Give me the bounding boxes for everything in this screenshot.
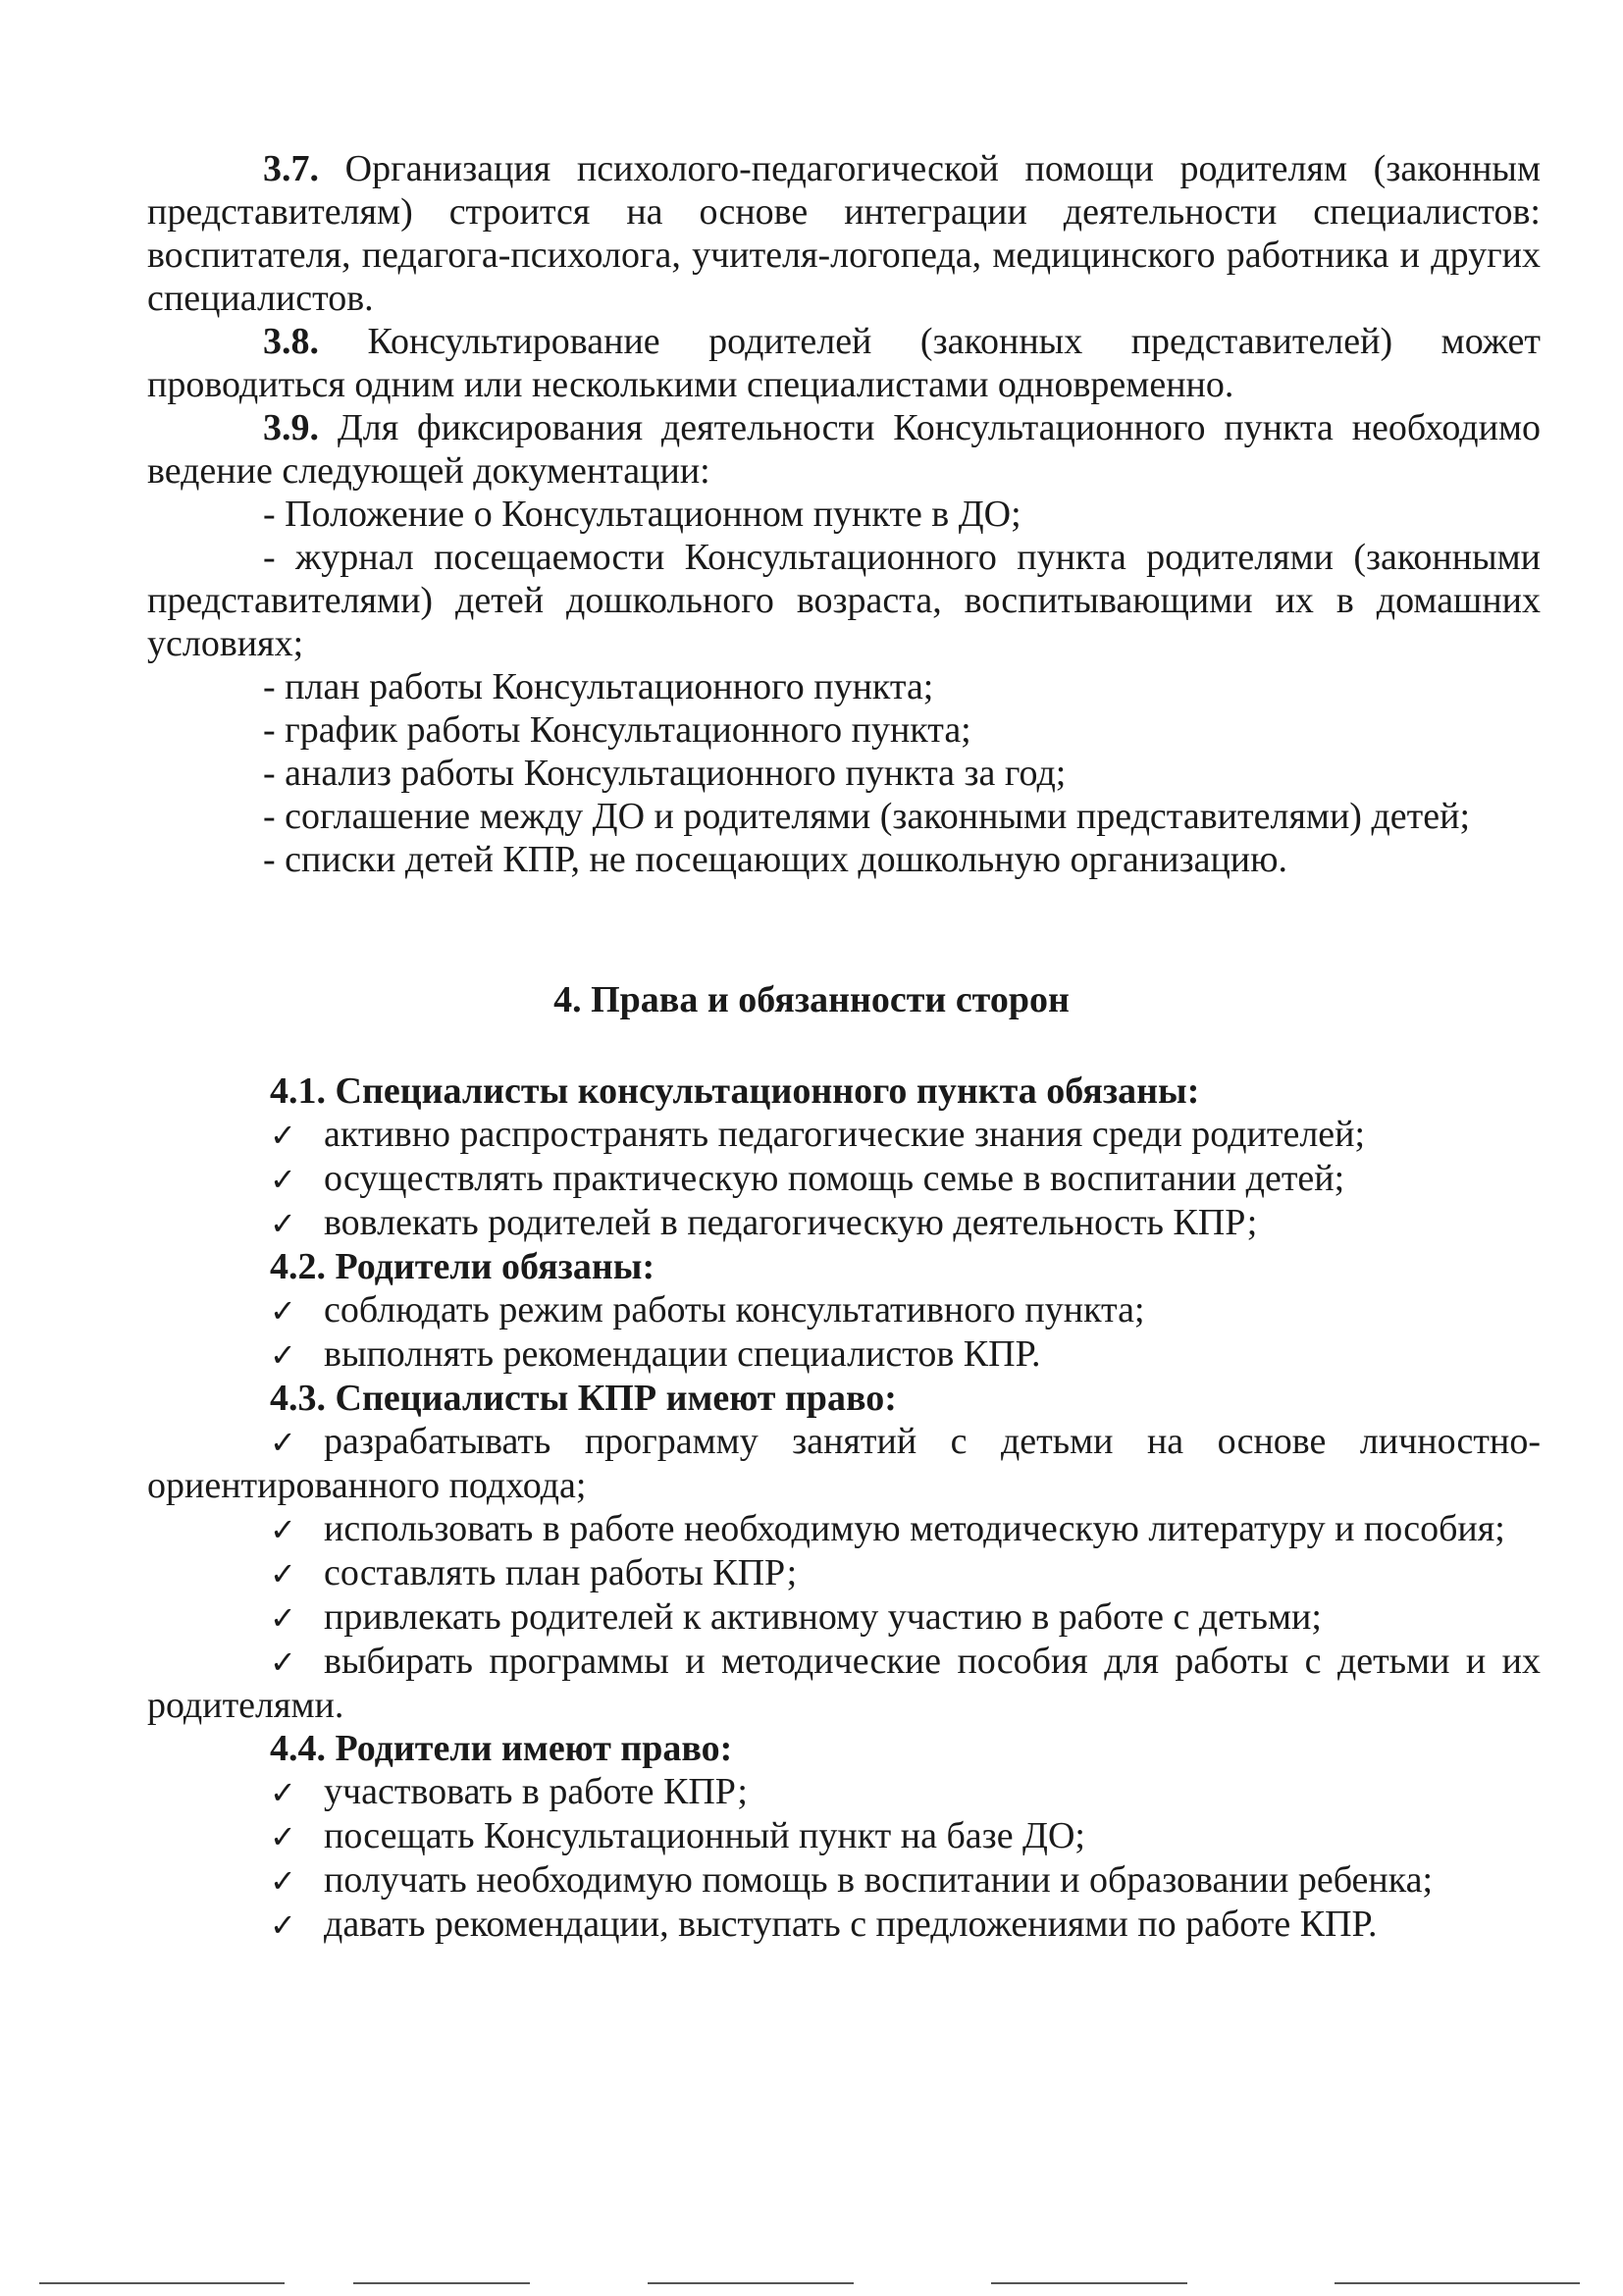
list-item-text: участвовать в работе КПР; bbox=[324, 1771, 748, 1812]
doc-list-item: - Положение о Консультационном пункте в ДО; bbox=[263, 494, 1021, 535]
list-item-text: вовлекать родителей в педагогическую деятельность КПР; bbox=[324, 1202, 1258, 1243]
list-item bbox=[147, 1770, 1541, 1814]
paragraph-3-8 bbox=[147, 320, 1541, 406]
list-item bbox=[147, 1858, 1541, 1903]
paragraph-number: 3.9. bbox=[263, 407, 319, 448]
list-item-text: посещать Консультационный пункт на базе ДО; bbox=[324, 1815, 1085, 1856]
checkmark-icon: ✓ bbox=[270, 1644, 296, 1681]
list-item-text: осуществлять практическую помощь семье в воспитании детей; bbox=[324, 1158, 1345, 1199]
list-item bbox=[147, 1157, 1541, 1201]
checkmark-icon: ✓ bbox=[270, 1555, 296, 1592]
paragraph-text: Для фиксирования деятельности Консультационного пункта необходимо ведение следующей документации: bbox=[147, 407, 1541, 492]
checkmark-icon: ✓ bbox=[270, 1818, 296, 1855]
list-item bbox=[147, 1288, 1541, 1332]
list-item-text: разрабатывать программу занятий с детьми на основе личностно-ориентированного подхода; bbox=[147, 1421, 1541, 1506]
list-item bbox=[147, 1903, 1541, 1947]
checkmark-icon: ✓ bbox=[270, 1511, 296, 1548]
checkmark-icon: ✓ bbox=[270, 1862, 296, 1900]
checkmark-icon: ✓ bbox=[270, 1292, 296, 1330]
list-item bbox=[147, 1507, 1541, 1551]
paragraph-3-9 bbox=[147, 406, 1541, 493]
list-item bbox=[147, 1113, 1541, 1157]
list-item-text: использовать в работе необходимую методическую литературу и пособия; bbox=[324, 1508, 1505, 1549]
checkmark-icon: ✓ bbox=[270, 1205, 296, 1242]
paragraph-text: Организация психолого-педагогической помощи родителям (законным представителям) строится на основе интеграции деятельности специалистов: воспитателя, педагога-психолога, учителя-логопеда, медицинского работника и других специалистов. bbox=[147, 148, 1541, 319]
list-item-text: выполнять рекомендации специалистов КПР. bbox=[324, 1333, 1041, 1375]
list-item-text: выбирать программы и методические пособия для работы с детьми и их родителями. bbox=[147, 1641, 1541, 1726]
doc-list-item: - соглашение между ДО и родителями (законными представителями) детей; bbox=[263, 796, 1471, 837]
section-3-block bbox=[147, 147, 1541, 881]
subsection-4-4-heading: 4.4. Родители имеют право: bbox=[270, 1728, 733, 1769]
doc-list-item: - график работы Консультационного пункта; bbox=[263, 709, 971, 751]
list-item-text: соблюдать режим работы консультативного пункта; bbox=[324, 1289, 1145, 1331]
list-item bbox=[147, 1814, 1541, 1858]
scan-artifact-line bbox=[991, 2282, 1187, 2284]
doc-list-item: - анализ работы Консультационного пункта за год; bbox=[263, 753, 1067, 794]
subsection-4-3-heading: 4.3. Специалисты КПР имеют право: bbox=[270, 1378, 897, 1419]
checkmark-icon: ✓ bbox=[270, 1424, 296, 1461]
doc-list-item: - журнал посещаемости Консультационного пункта родителями (законными представителями) детей дошкольного возраста, воспитывающими их в домашних условиях; bbox=[147, 537, 1541, 664]
list-item bbox=[147, 1595, 1541, 1640]
list-item bbox=[147, 1332, 1541, 1377]
scan-artifact-line bbox=[648, 2282, 854, 2284]
checkmark-icon: ✓ bbox=[270, 1117, 296, 1154]
list-item-text: активно распространять педагогические знания среди родителей; bbox=[324, 1114, 1366, 1155]
list-item bbox=[147, 1420, 1541, 1507]
list-item-text: составлять план работы КПР; bbox=[324, 1552, 798, 1593]
subsection-4-1-heading: 4.1. Специалисты консультационного пункта обязаны: bbox=[270, 1070, 1200, 1112]
scan-artifact-line bbox=[39, 2282, 285, 2284]
paragraph-number: 3.8. bbox=[263, 321, 319, 362]
paragraph-3-7 bbox=[147, 147, 1541, 320]
scan-artifact-line bbox=[1335, 2282, 1580, 2284]
subsection-4-2-heading: 4.2. Родители обязаны: bbox=[270, 1246, 655, 1287]
checkmark-icon: ✓ bbox=[270, 1774, 296, 1811]
list-item bbox=[147, 1201, 1541, 1245]
checkmark-icon: ✓ bbox=[270, 1599, 296, 1637]
scan-artifact-line bbox=[353, 2282, 530, 2284]
checkmark-icon: ✓ bbox=[270, 1336, 296, 1374]
doc-list-item: - план работы Консультационного пункта; bbox=[263, 666, 934, 707]
checkmark-icon: ✓ bbox=[270, 1906, 296, 1944]
list-item bbox=[147, 1640, 1541, 1727]
list-item-text: давать рекомендации, выступать с предложениями по работе КПР. bbox=[324, 1904, 1378, 1945]
list-item-text: получать необходимую помощь в воспитании и образовании ребенка; bbox=[324, 1859, 1434, 1901]
section-4-block bbox=[147, 1070, 1541, 1947]
doc-list-item: - списки детей КПР, не посещающих дошкольную организацию. bbox=[263, 839, 1288, 880]
section-4-title: 4. Права и обязанности сторон bbox=[553, 979, 1070, 1020]
checkmark-icon: ✓ bbox=[270, 1161, 296, 1198]
paragraph-number: 3.7. bbox=[263, 148, 319, 189]
list-item bbox=[147, 1551, 1541, 1595]
paragraph-text: Консультирование родителей (законных представителей) может проводиться одним или несколькими специалистами одновременно. bbox=[147, 321, 1541, 405]
list-item-text: привлекать родителей к активному участию в работе с детьми; bbox=[324, 1596, 1322, 1638]
